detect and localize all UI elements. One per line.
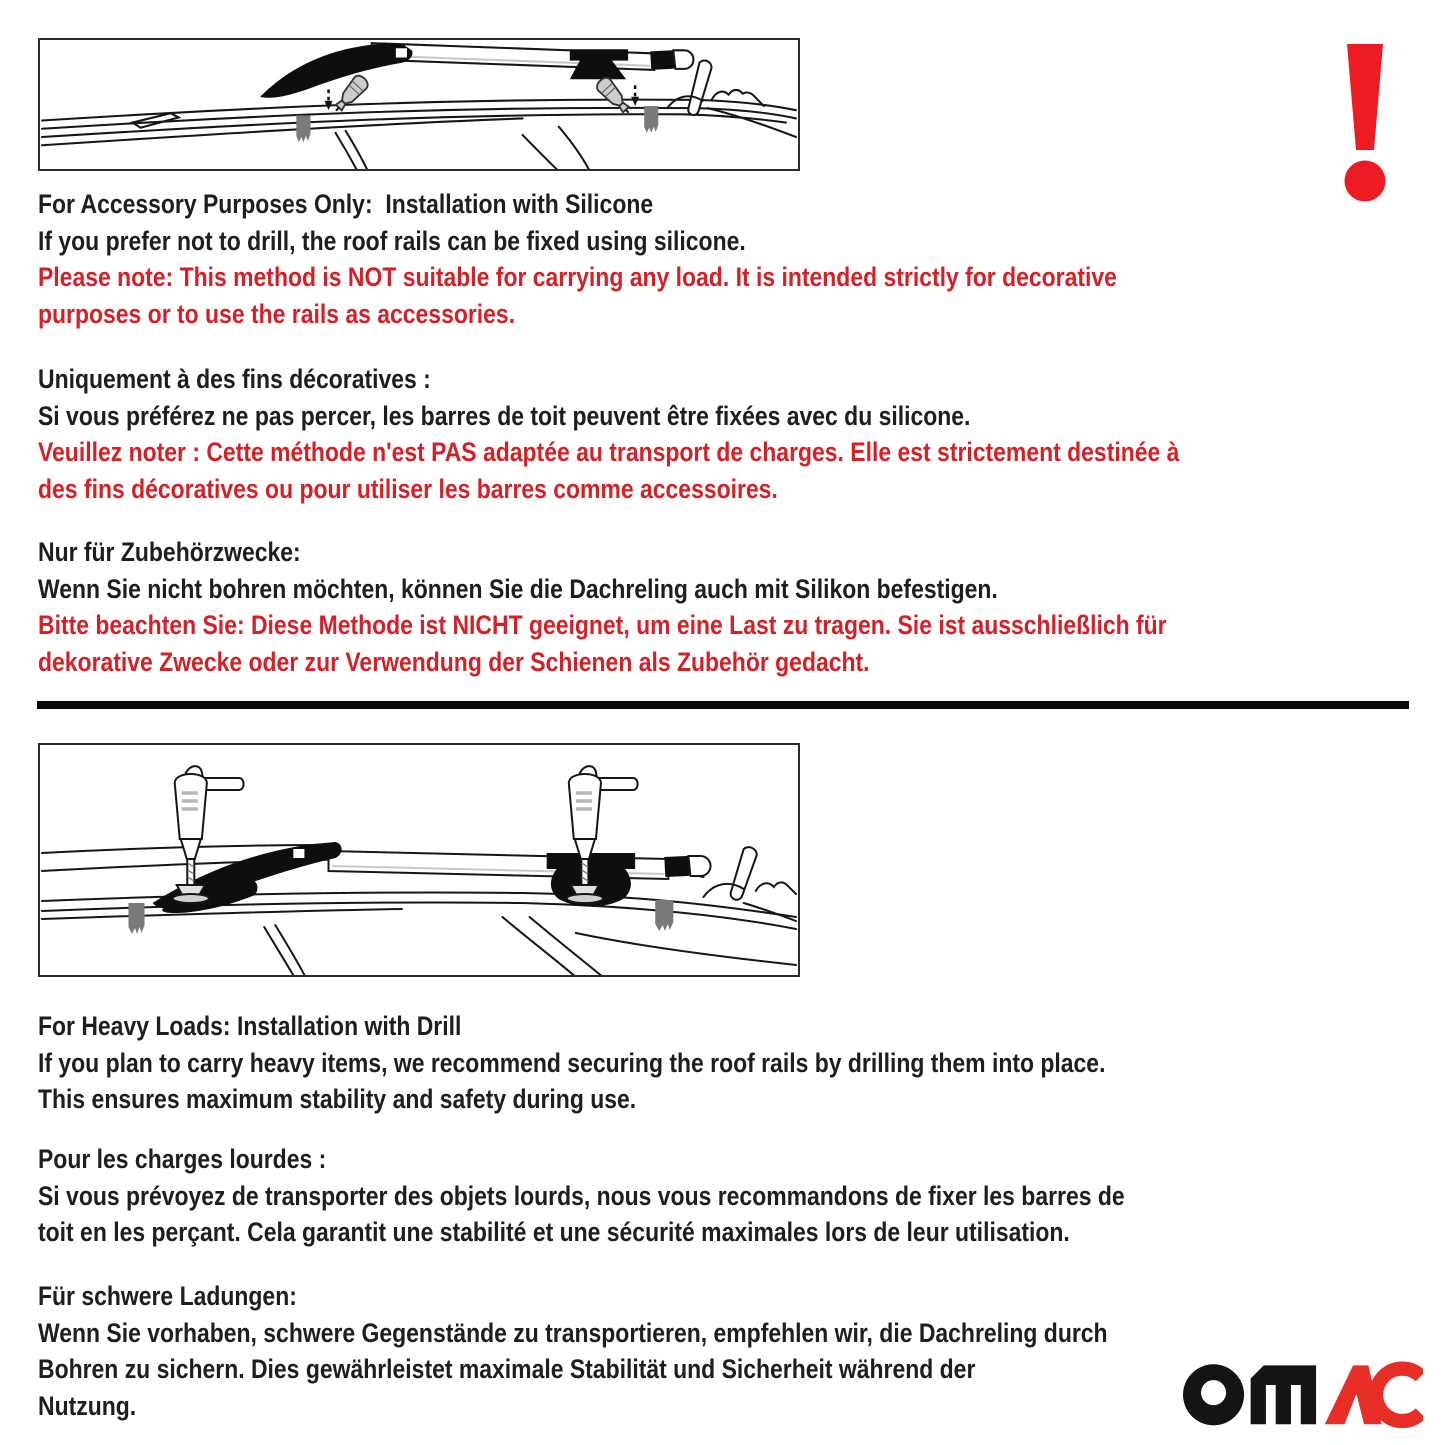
silicone-text-en <box>38 186 1445 332</box>
text-line: Wenn Sie nicht bohren möchten, können Sie die Dachreling auch mit Silikon befestigen. <box>38 573 998 604</box>
silicone-text-fr <box>38 361 1445 507</box>
drill-text-en <box>38 1008 1445 1118</box>
text-line: This ensures maximum stability and safety during use. <box>38 1084 637 1114</box>
text-line: Pour les charges lourdes : <box>38 1144 327 1174</box>
text-line: Wenn Sie vorhaben, schwere Gegenstände zu transportieren, empfehlen wir, die Dachreling durch <box>38 1317 1108 1348</box>
section-divider <box>37 701 1409 709</box>
text-line: Si vous préférez ne pas percer, les barres de toit peuvent être fixées avec du silicone. <box>38 400 971 431</box>
drill-text-fr <box>38 1141 1445 1251</box>
text-line: For Heavy Loads: Installation with Drill <box>38 1011 462 1041</box>
drill-install-drawing <box>40 745 798 975</box>
omac-logo-red-letters <box>1325 1365 1421 1424</box>
text-line: Nur für Zubehörzwecke: <box>38 537 301 567</box>
text-line: purposes or to use the rails as accessories. <box>38 298 516 329</box>
silicone-bottle-icon <box>594 75 634 118</box>
antenna-icon <box>704 847 757 900</box>
masking-tape <box>128 903 144 934</box>
text-line: Si vous prévoyez de transporter des objets lourds, nous vous recommandons de fixer les barres de <box>38 1180 1125 1211</box>
omac-logo <box>1183 1361 1423 1433</box>
text-line: Please note: This method is NOT suitable for carrying any load. It is intended strictly for decorative <box>38 262 1117 292</box>
masking-tape <box>655 900 673 931</box>
omac-logo-black-letters <box>1183 1364 1316 1425</box>
car-roofline <box>42 90 796 169</box>
text-line: If you prefer not to drill, the roof rails can be fixed using silicone. <box>38 225 746 256</box>
masking-tape <box>296 115 310 142</box>
text-line: Für schwere Ladungen: <box>38 1281 297 1311</box>
text-line: Bohren zu sichern. Dies gewährleistet maximale Stabilität und Sicherheit während der <box>38 1354 976 1384</box>
text-line: des fins décoratives ou pour utiliser les barres comme accessoires. <box>38 473 778 504</box>
exclamation-icon <box>1339 44 1391 204</box>
silicone-install-illustration <box>38 38 800 171</box>
dashed-arrow-icon <box>631 85 639 106</box>
masking-tape <box>644 106 658 133</box>
antenna-icon <box>667 61 711 116</box>
drill-install-illustration <box>38 743 800 977</box>
roof-rail-bar <box>260 43 693 98</box>
text-line: For Accessory Purposes Only: Installation with Silicone <box>38 189 654 219</box>
silicone-install-drawing <box>40 40 798 169</box>
rail-foot <box>260 44 412 98</box>
silicone-text-de <box>38 534 1445 680</box>
text-line: Bitte beachten Sie: Diese Methode ist NICHT geeignet, um eine Last zu tragen. Sie ist ausschließlich für <box>38 610 1167 640</box>
text-line: Nutzung. <box>38 1390 137 1421</box>
text-line: dekorative Zwecke oder zur Verwendung der Schienen als Zubehör gedacht. <box>38 646 870 677</box>
dashed-arrow-icon <box>325 90 333 111</box>
text-line: toit en les perçant. Cela garantit une stabilité et une sécurité maximales lors de leur utilisation. <box>38 1217 1070 1247</box>
silicone-bottle-icon <box>330 73 370 116</box>
text-line: Veuillez noter : Cette méthode n'est PAS adaptée au transport de charges. Elle est strictement destinée à <box>38 437 1180 467</box>
text-line: Uniquement à des fins décoratives : <box>38 364 431 394</box>
text-line: If you plan to carry heavy items, we recommend securing the roof rails by drilling them into place. <box>38 1047 1106 1078</box>
